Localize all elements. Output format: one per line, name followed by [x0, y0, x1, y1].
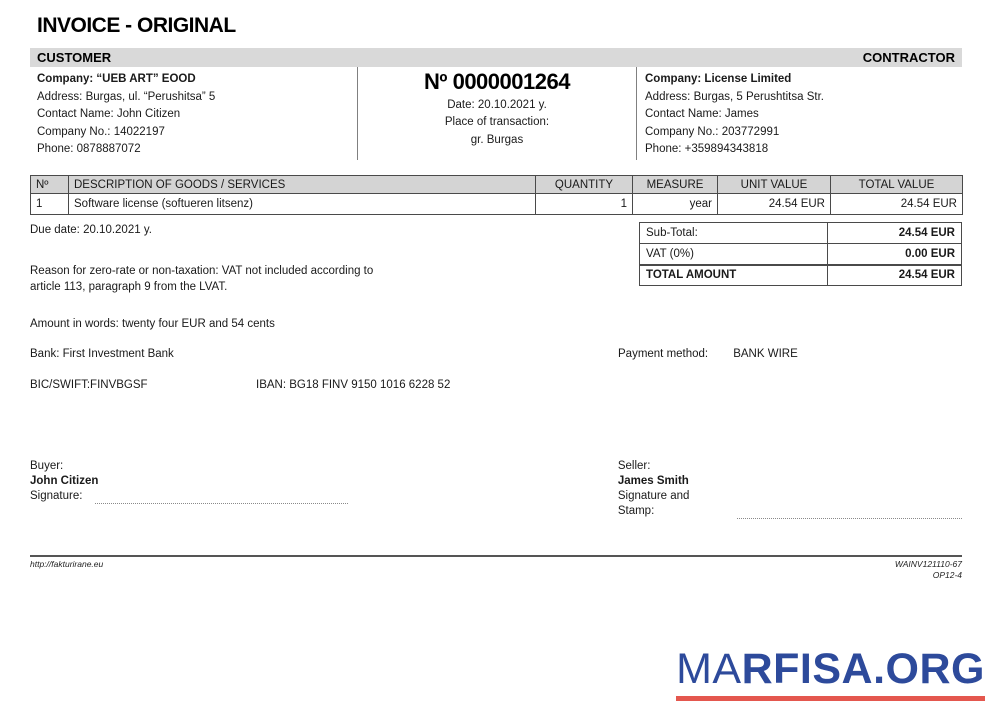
customer-contact: Contact Name: John Citizen [37, 108, 181, 120]
vat-row [640, 244, 962, 265]
invoice-document [30, 0, 962, 581]
col-header-total-value: TOTAL VALUE [831, 176, 963, 194]
customer-header: CUSTOMER [37, 50, 112, 65]
contractor-company: Company: License Limited [645, 73, 792, 85]
footer-codes [895, 559, 962, 581]
due-date: Due date: 20.10.2021 y. [30, 224, 152, 236]
footer-code-1: WAINV121110-67 [894, 559, 962, 569]
marfisa-logo-text [676, 645, 985, 693]
bic-swift: BIC/SWIFT:FINVBGSF [30, 379, 148, 391]
seller-label: Seller: [617, 460, 651, 472]
marfisa-logo-text-bold: RFISA.ORG [741, 645, 985, 693]
col-header-number: Nº [31, 176, 69, 194]
contractor-address: Address: Burgas, 5 Perushtitsa Str. [645, 90, 824, 103]
payment-method-label: Payment method: [618, 348, 709, 360]
page-title: INVOICE - ORIGINAL [37, 14, 236, 37]
place-of-transaction-value: gr. Burgas [470, 133, 524, 146]
seller-signature-row [618, 489, 962, 519]
bank-payment-row [30, 348, 962, 360]
seller-signature-block [618, 459, 962, 519]
amount-in-words: Amount in words: twenty four EUR and 54 cents [30, 318, 275, 330]
total-amount-label: TOTAL AMOUNT [640, 265, 828, 286]
marfisa-logo [676, 645, 985, 701]
invoice-meta [357, 67, 637, 160]
buyer-signature-label: Signature: [30, 490, 83, 502]
item-description: Software license (softueren litsenz) [69, 194, 536, 215]
col-header-measure: MEASURE [633, 176, 718, 194]
col-header-description: DESCRIPTION OF GOODS / SERVICES [69, 176, 536, 194]
item-quantity: 1 [536, 194, 633, 215]
iban: IBAN: BG18 FINV 9150 1016 6228 52 [256, 379, 451, 391]
contractor-contact: Contact Name: James [645, 108, 759, 120]
parties-header-band [30, 48, 962, 67]
subtotal-value: 24.54 EUR [828, 223, 962, 244]
item-unit-value: 24.54 EUR [718, 194, 831, 215]
marfisa-logo-underline [676, 696, 985, 701]
seller-name: James Smith [617, 475, 689, 487]
payment-method-value: BANK WIRE [733, 348, 798, 360]
customer-company-no: Company No.: 14022197 [37, 125, 165, 138]
notes-and-totals [30, 222, 962, 334]
item-total-value: 24.54 EUR [831, 194, 963, 215]
buyer-signature-block [30, 459, 618, 519]
footer [30, 555, 962, 581]
invoice-header [30, 67, 962, 160]
bank-name: Bank: First Investment Bank [30, 348, 174, 360]
customer-address: Address: Burgas, ul. “Perushitsa” 5 [37, 90, 216, 103]
footer-url: http://fakturirane.eu [30, 559, 104, 569]
items-table [30, 175, 963, 215]
col-header-quantity: QUANTITY [536, 176, 633, 194]
zero-rate-reason [30, 263, 590, 295]
table-row [31, 194, 963, 215]
buyer-label: Buyer: [30, 460, 64, 472]
payment-method [618, 348, 798, 360]
vat-value: 0.00 EUR [828, 244, 962, 265]
marfisa-logo-text-light: MA [676, 645, 742, 693]
signatures-section [30, 459, 962, 519]
seller-signature-line [737, 506, 962, 519]
vat-label: VAT (0%) [640, 244, 828, 265]
items-table-header-row [31, 176, 963, 194]
contractor-company-no: Company No.: 203772991 [645, 125, 780, 138]
contractor-header: CONTRACTOR [862, 50, 955, 65]
item-measure: year [633, 194, 718, 215]
customer-details [30, 67, 357, 160]
place-of-transaction-label: Place of transaction: [444, 116, 550, 128]
contractor-details [637, 67, 962, 160]
bic-iban-row [30, 379, 962, 391]
seller-signature-label: Signature and Stamp: [617, 490, 690, 517]
contractor-phone: Phone: +359894343818 [645, 143, 769, 155]
footer-code-2: OP12-4 [932, 570, 962, 580]
buyer-signature-line [95, 491, 348, 504]
zero-rate-reason-line1: Reason for zero-rate or non-taxation: VAT not included according to [30, 265, 374, 277]
zero-rate-reason-line2: article 113, paragraph 9 from the LVAT. [30, 281, 228, 293]
total-amount-value: 24.54 EUR [828, 265, 962, 286]
buyer-signature-row [30, 489, 618, 504]
item-number: 1 [31, 194, 69, 215]
invoice-date: Date: 20.10.2021 y. [447, 98, 547, 111]
customer-company: Company: “UEB ART” EOOD [37, 73, 196, 85]
col-header-unit-value: UNIT VALUE [718, 176, 831, 194]
invoice-notes [30, 222, 590, 332]
subtotal-row [640, 223, 962, 244]
total-amount-row [640, 265, 962, 286]
totals-table [639, 222, 962, 286]
customer-phone: Phone: 0878887072 [37, 143, 141, 155]
buyer-name: John Citizen [30, 475, 99, 487]
invoice-number: Nº 0000001264 [424, 69, 570, 94]
subtotal-label: Sub-Total: [640, 223, 828, 244]
